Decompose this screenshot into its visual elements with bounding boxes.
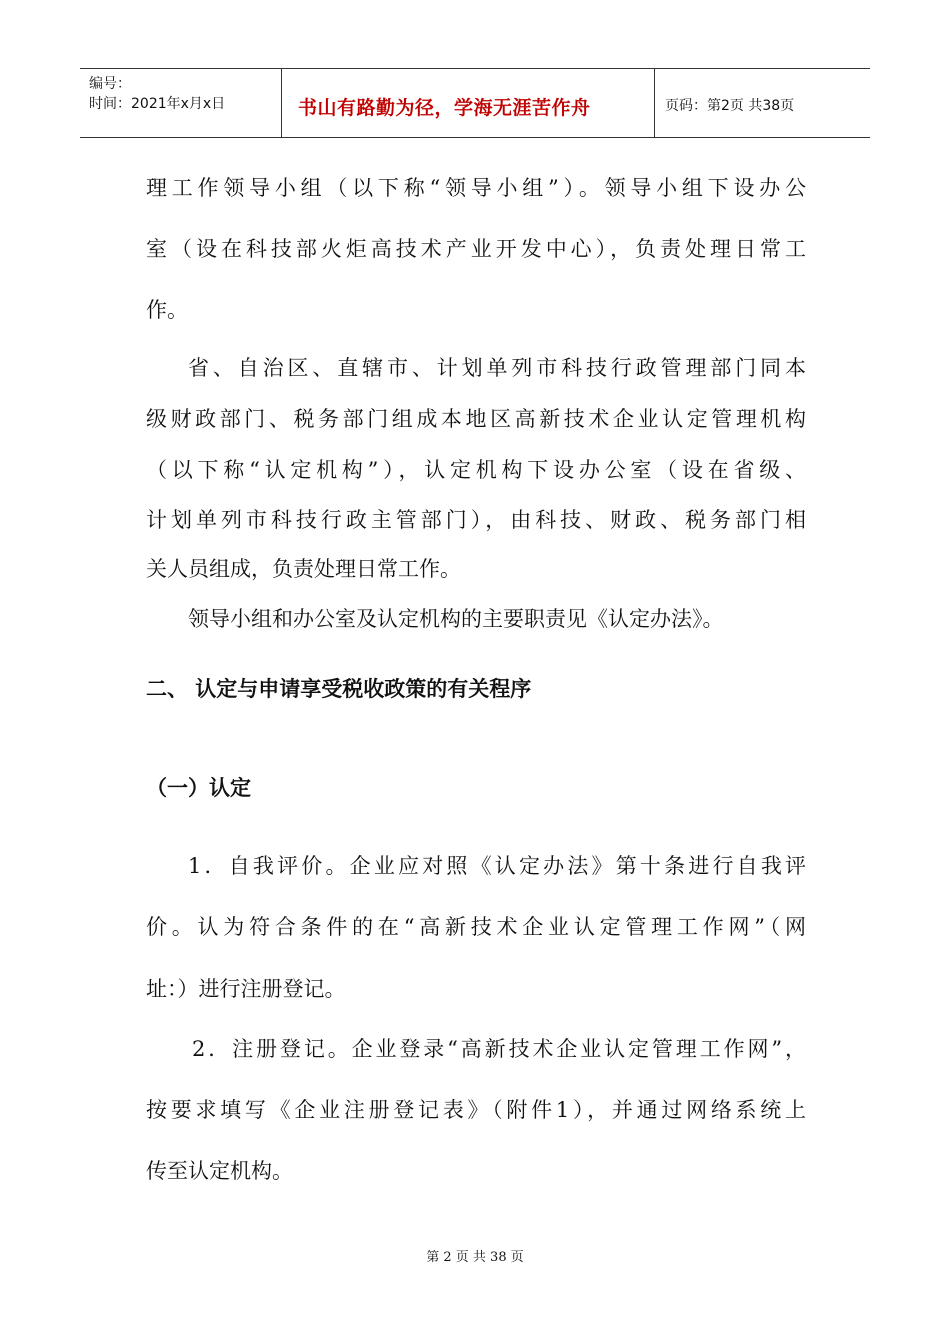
list-item-line: 址：）进行注册登记。 <box>146 977 346 1001</box>
document-time-label: 时间：2021年x月x日 <box>89 96 226 112</box>
header-page-info: 页码：第2页 共38页 <box>665 98 795 114</box>
list-item-line: 按要求填写《企业注册登记表》（附件1），并通过网络系统上 <box>146 1098 806 1122</box>
document-header <box>80 68 870 138</box>
paragraph-line: 室（设在科技部火炬高技术产业开发中心），负责处理日常工 <box>146 237 806 261</box>
header-meta-cell <box>80 69 282 137</box>
section-heading: 二、 认定与申请享受税收政策的有关程序 <box>146 677 532 701</box>
header-motto-cell <box>282 69 655 137</box>
list-item-line: 传至认定机构。 <box>146 1159 293 1183</box>
paragraph-line: 领导小组和办公室及认定机构的主要职责见《认定办法》。 <box>188 607 724 631</box>
paragraph-line: 计划单列市科技行政主管部门），由科技、财政、税务部门相 <box>146 508 806 532</box>
paragraph-line: 关人员组成，负责处理日常工作。 <box>146 557 461 581</box>
paragraph-line: （以下称“认定机构”），认定机构下设办公室（设在省级、 <box>146 458 806 482</box>
paragraph-line: 级财政部门、税务部门组成本地区高新技术企业认定管理机构 <box>146 407 806 431</box>
list-item-line: 1．自我评价。企业应对照《认定办法》第十条进行自我评 <box>188 854 806 878</box>
paragraph-line: 理工作领导小组（以下称“领导小组”）。领导小组下设办公 <box>146 176 806 200</box>
header-motto: 书山有路勤为径，学海无涯苦作舟 <box>298 97 591 119</box>
paragraph-line: 省、自治区、直辖市、计划单列市科技行政管理部门同本 <box>188 356 806 380</box>
header-page-cell <box>655 69 870 137</box>
list-item-line: 价。认为符合条件的在“高新技术企业认定管理工作网”（网 <box>146 915 806 939</box>
document-number-label: 编号： <box>89 76 131 92</box>
list-item-line: 2．注册登记。企业登录“高新技术企业认定管理工作网”， <box>192 1037 806 1061</box>
subsection-heading: （一）认定 <box>146 776 251 800</box>
page-footer: 第 2 页 共 38 页 <box>426 1250 524 1265</box>
paragraph-line: 作。 <box>146 298 188 322</box>
